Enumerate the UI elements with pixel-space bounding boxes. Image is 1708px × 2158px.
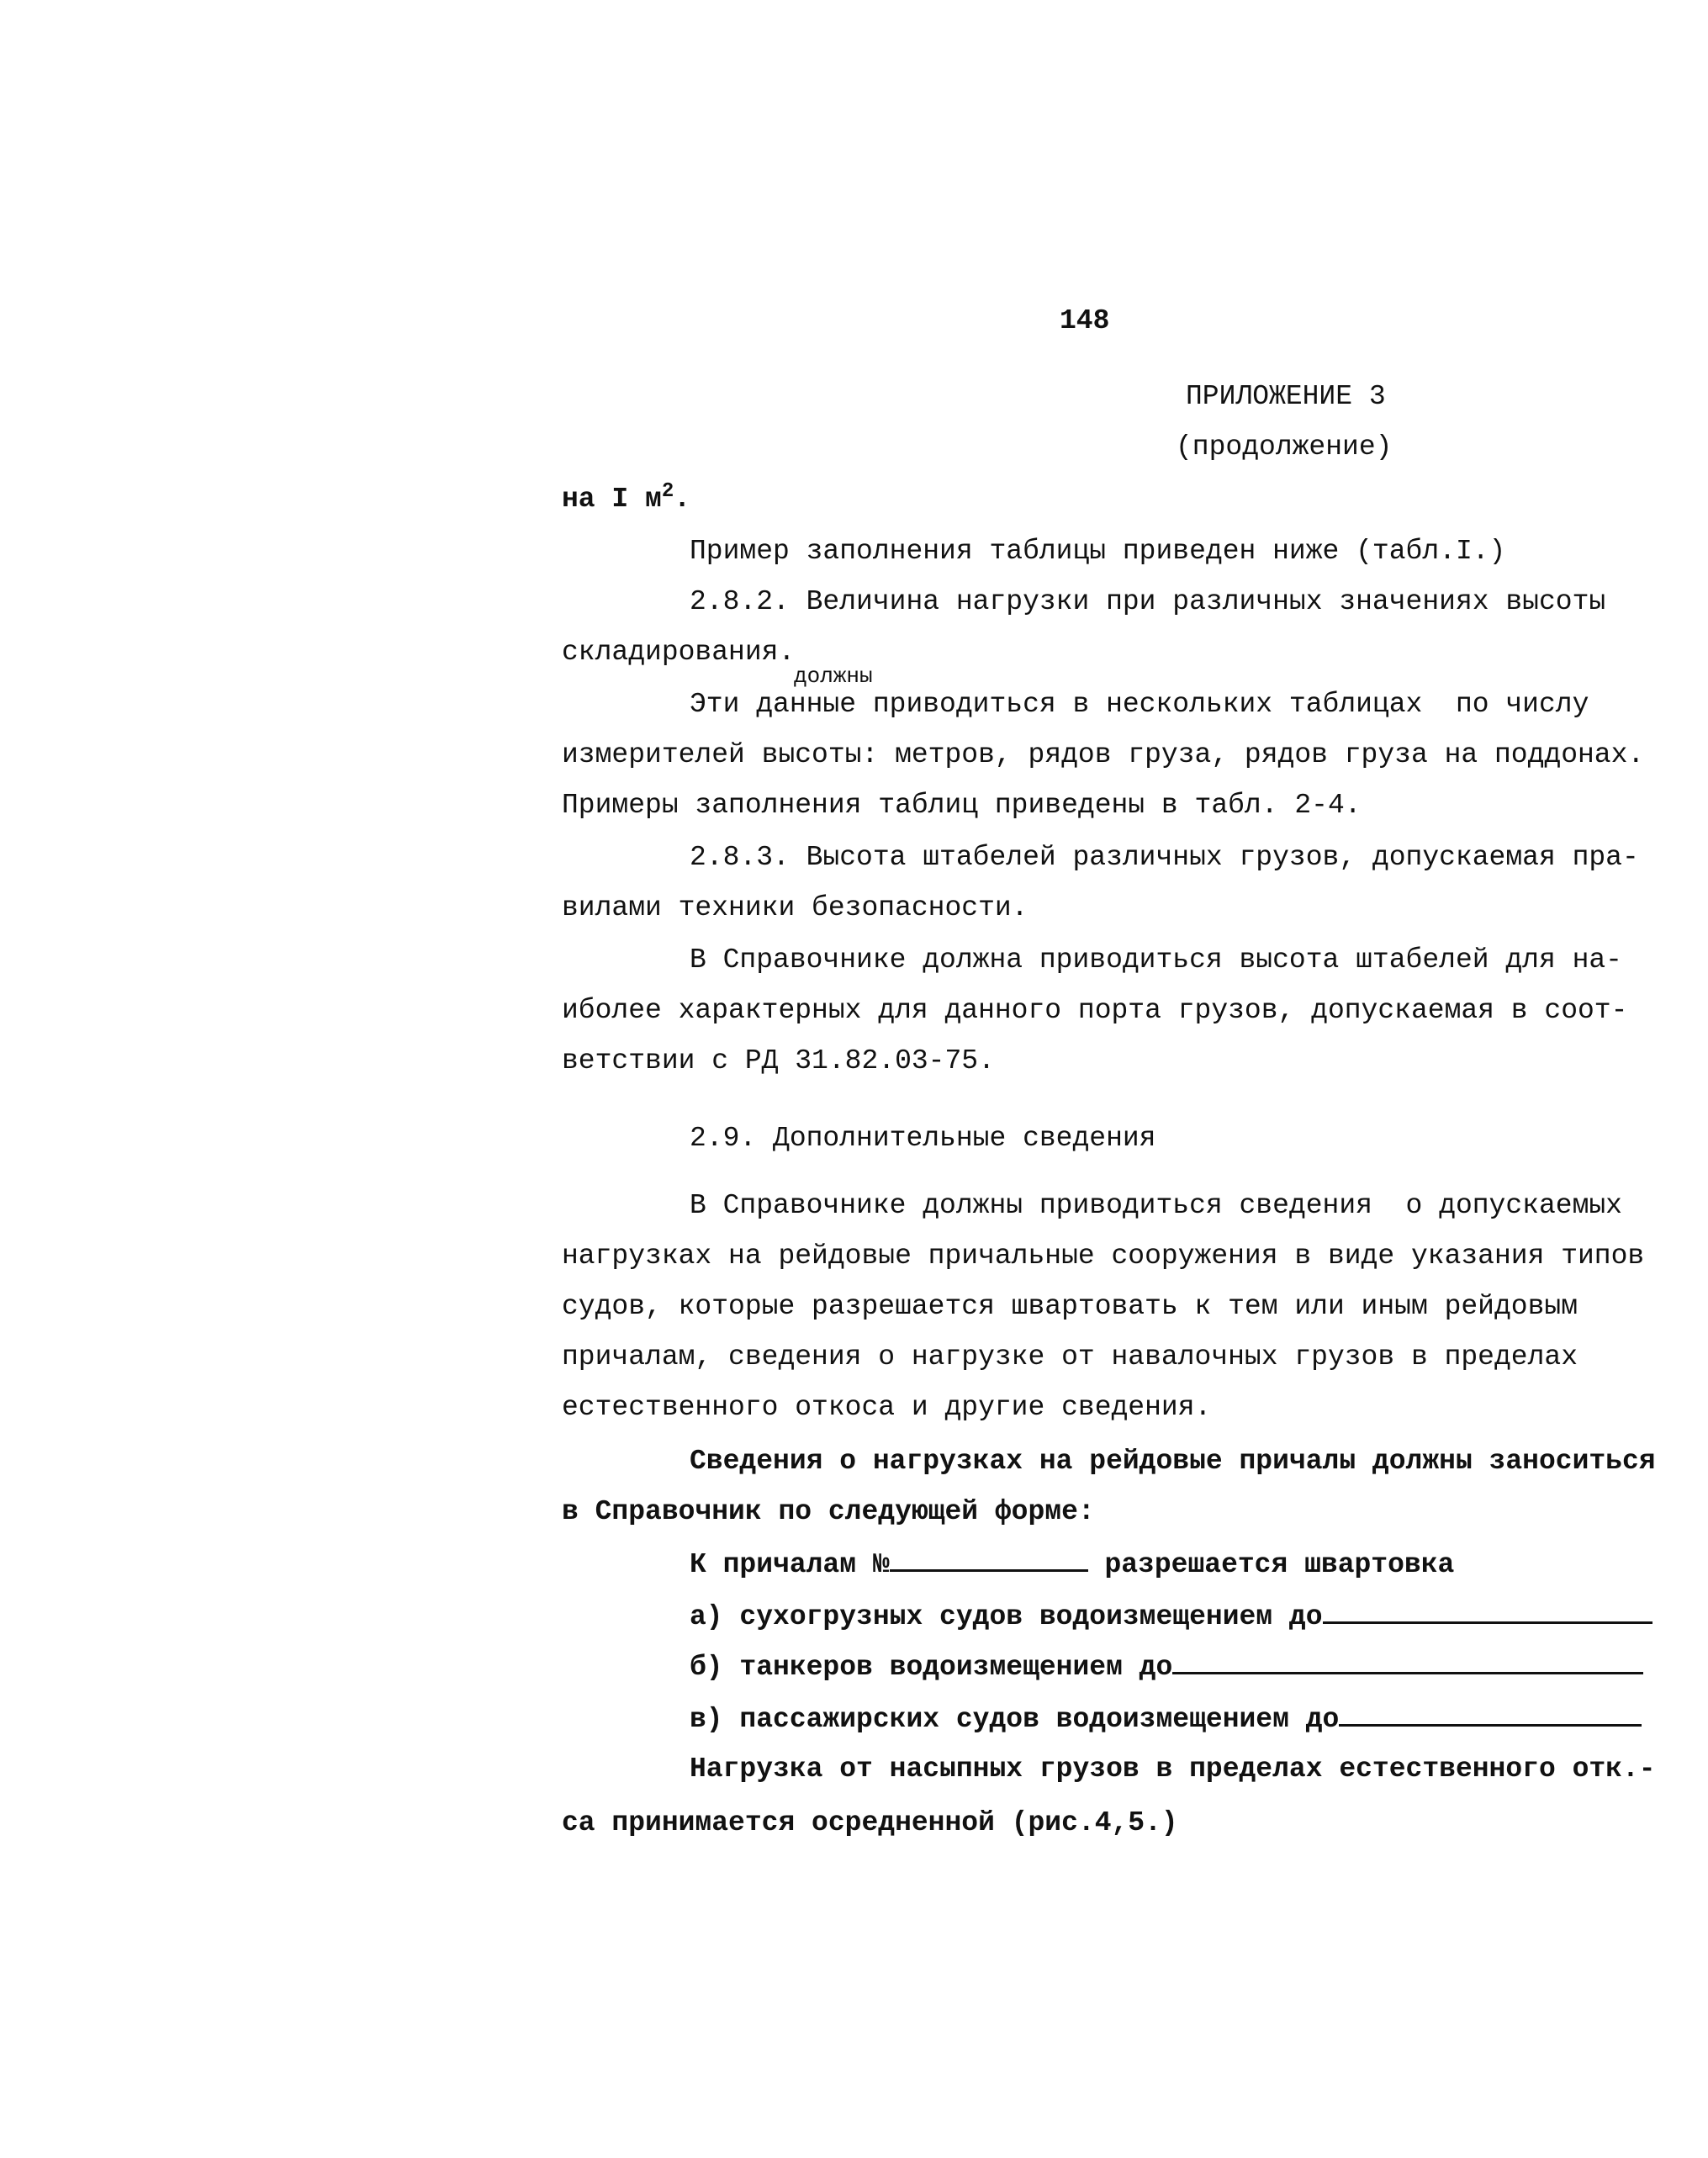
form-item-b-label: б) танкеров водоизмещением до xyxy=(690,1652,1173,1683)
section-2-8-2-line1: 2.8.2. Величина нагрузки при различных значениях высоты xyxy=(690,586,1606,617)
page-number: 148 xyxy=(1060,305,1110,336)
unit-prefix: на I м xyxy=(562,484,662,515)
paragraph-3-line3: судов, которые разрешается швартовать к тем или иным рейдовым xyxy=(562,1291,1578,1322)
section-2-8-3-line1: 2.8.3. Высота штабелей различных грузов, допускаемая пра- xyxy=(690,842,1639,873)
appendix-title: ПРИЛОЖЕНИЕ 3 xyxy=(1186,381,1386,412)
paragraph-2-line3: ветствии с РД 31.82.03-75. xyxy=(562,1045,995,1076)
paragraph-3-line2: нагрузках на рейдовые причальные сооружения в виде указания типов xyxy=(562,1240,1645,1272)
form-berths-allowed: разрешается швартовка xyxy=(1104,1549,1455,1580)
paragraph-3-line1: В Справочнике должны приводиться сведения о допускаемых xyxy=(690,1190,1622,1221)
paragraph-1-line3: Примеры заполнения таблиц приведены в табл. 2-4. xyxy=(562,790,1362,821)
paragraph-2-line1: В Справочнике должна приводиться высота штабелей для на- xyxy=(690,944,1622,976)
paragraph-2-line2: иболее характерных для данного порта грузов, допускаемая в соот- xyxy=(562,995,1628,1026)
appendix-continued: (продолжение) xyxy=(1176,431,1393,463)
form-item-a xyxy=(690,1598,1652,1634)
unit-power: 2 xyxy=(661,480,674,503)
paragraph-1-line2: измерителей высоты: метров, рядов груза, рядов груза на поддонах. xyxy=(562,739,1645,770)
form-item-c-blank xyxy=(1339,1700,1642,1727)
form-item-c-label: в) пассажирских судов водоизмещением до xyxy=(690,1704,1340,1735)
section-2-8-3-line2: вилами техники безопасности. xyxy=(562,892,1029,923)
paragraph-5-line2: са принимается осредненной (рис.4,5.) xyxy=(562,1807,1178,1838)
form-item-c xyxy=(690,1700,1642,1737)
form-item-b-blank xyxy=(1172,1648,1643,1674)
paragraph-1-line1: Эти данные приводиться в нескольких таблицах по числу xyxy=(690,689,1589,720)
form-item-a-blank xyxy=(1323,1598,1652,1624)
form-item-a-label: а) сухогрузных судов водоизмещением до xyxy=(690,1601,1323,1632)
section-2-9-heading: 2.9. Дополнительные сведения xyxy=(690,1123,1156,1154)
handwritten-insert: должны xyxy=(794,664,873,689)
unit-suffix: . xyxy=(674,484,691,515)
form-berths-line xyxy=(690,1546,1454,1582)
paragraph-3-line5: естественного откоса и другие сведения. xyxy=(562,1392,1212,1423)
form-item-b xyxy=(690,1648,1643,1685)
unit-line xyxy=(562,480,691,516)
form-berths-label: К причалам № xyxy=(690,1549,890,1580)
paragraph-3-line4: причалам, сведения о нагрузке от навалочных грузов в пределах xyxy=(562,1341,1578,1373)
paragraph-4-line1: Сведения о нагрузках на рейдовые причалы должны заноситься xyxy=(690,1446,1656,1477)
section-2-8-2-line2: складирования. xyxy=(562,637,796,668)
example-table-line: Пример заполнения таблицы приведен ниже (табл.I.) xyxy=(690,536,1506,567)
paragraph-5-line1: Нагрузка от насыпных грузов в пределах естественного отк.- xyxy=(690,1753,1656,1785)
paragraph-4-line2: в Справочник по следующей форме: xyxy=(562,1496,1095,1527)
form-berths-blank xyxy=(890,1546,1088,1572)
